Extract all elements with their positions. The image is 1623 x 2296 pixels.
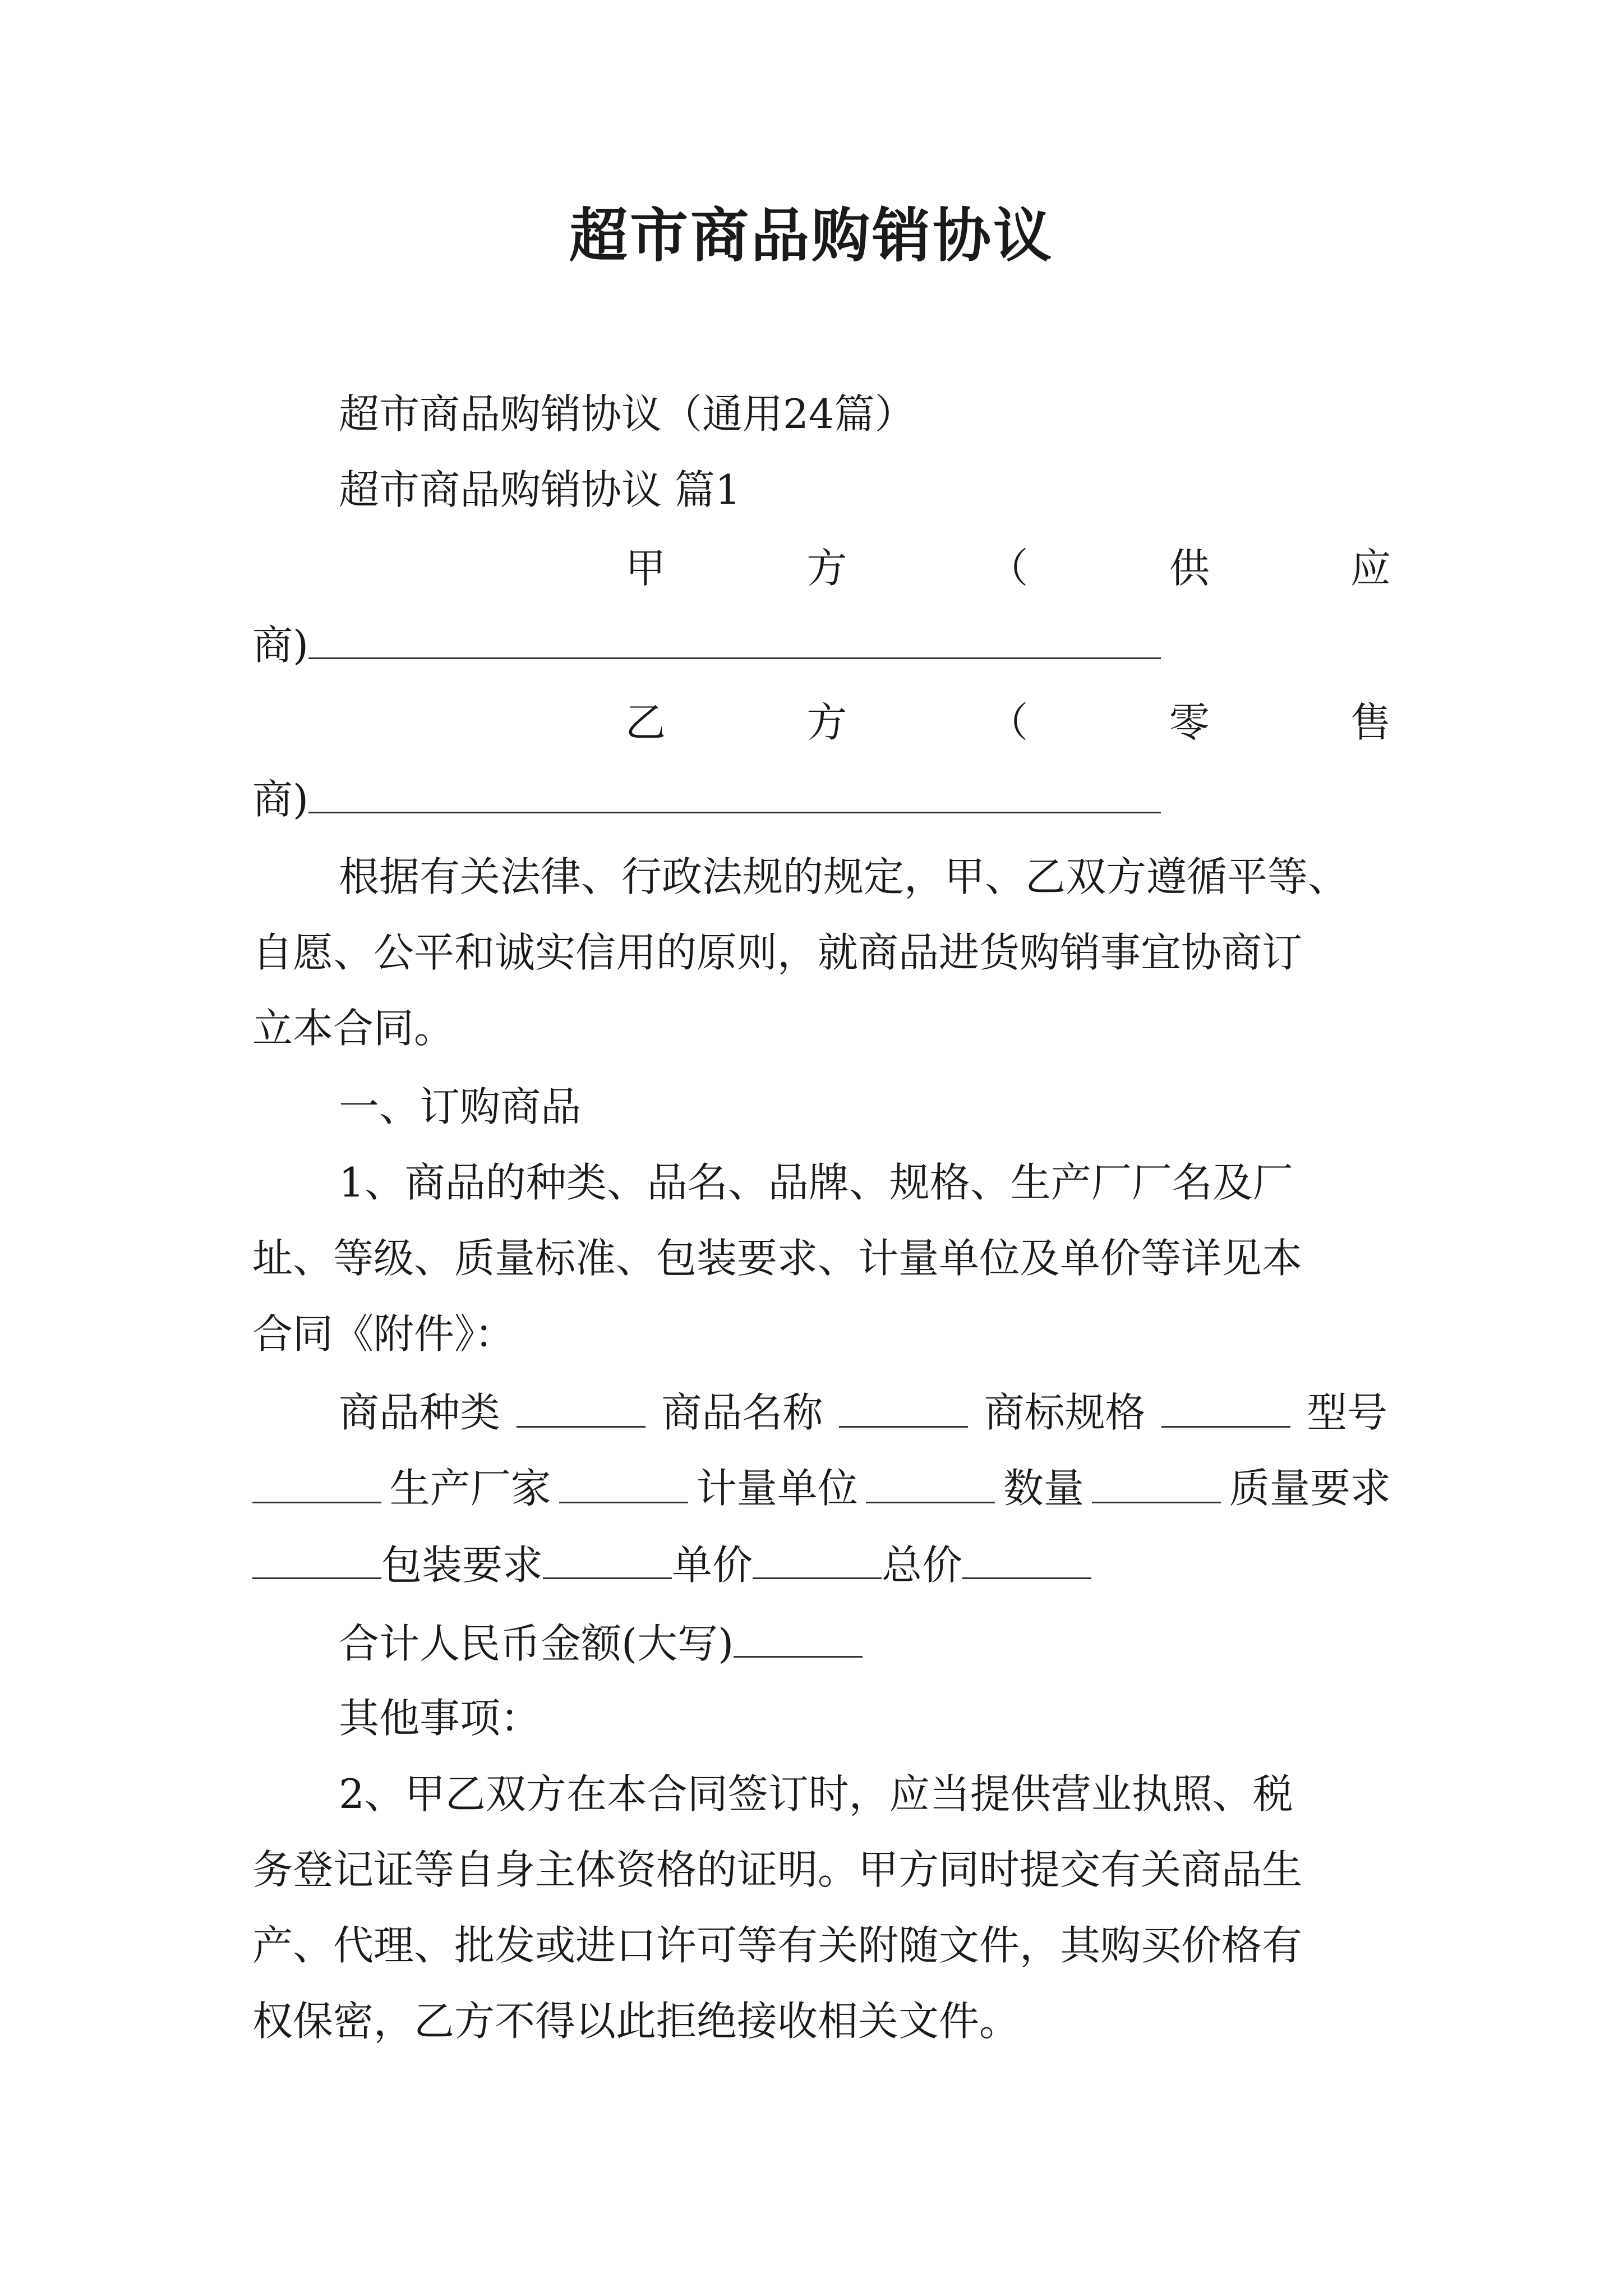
field-blank[interactable]: [1161, 1386, 1290, 1428]
fields-line-1: [339, 1386, 1387, 1439]
party-b-blank[interactable]: [308, 771, 1161, 813]
field-blank[interactable]: [559, 1461, 688, 1503]
section-title: 超市商品购销协议 篇1: [339, 466, 741, 513]
field-label: 商品种类: [339, 1389, 501, 1436]
party-a-blank[interactable]: [308, 617, 1161, 659]
party-a-line: [252, 617, 1391, 672]
field-label: 总价: [882, 1542, 963, 1589]
clause-2-line: 产、代理、批发或进口许可等有关附随文件，其购买价格有: [252, 1922, 1303, 1969]
field-label: 商品名称: [661, 1389, 823, 1436]
party-b-tail: 商): [252, 776, 309, 823]
intro-line: 自愿、公平和诚实信用的原则，就商品进货购销事宜协商订: [252, 929, 1303, 976]
party-a-char: 方: [806, 545, 847, 592]
field-label: 商标规格: [984, 1389, 1146, 1436]
clause-2-line: 2、甲乙双方在本合同签订时，应当提供营业执照、税: [339, 1770, 1293, 1818]
total-amount-line: [339, 1616, 1391, 1671]
field-blank[interactable]: [252, 1461, 381, 1503]
field-blank[interactable]: [962, 1537, 1091, 1579]
subtitle: 超市商品购销协议（通用24篇）: [339, 390, 915, 438]
field-label: 生产厂家: [389, 1465, 551, 1512]
fields-line-2: [252, 1461, 1391, 1515]
total-amount-blank[interactable]: [734, 1616, 863, 1658]
heading-order-goods: 一、订购商品: [339, 1083, 582, 1130]
field-label: 单价: [672, 1542, 753, 1589]
party-a-char: 甲: [625, 545, 666, 592]
field-blank[interactable]: [839, 1386, 968, 1428]
party-a-row: [625, 541, 1391, 595]
field-blank[interactable]: [252, 1537, 381, 1579]
field-blank[interactable]: [866, 1461, 995, 1503]
party-b-row: [625, 696, 1391, 749]
field-label: 包装要求: [381, 1542, 543, 1589]
field-blank[interactable]: [517, 1386, 645, 1428]
field-blank[interactable]: [753, 1537, 882, 1579]
field-blank[interactable]: [1092, 1461, 1221, 1503]
clause-1-line: 1、商品的种类、品名、品牌、规格、生产厂厂名及厂: [339, 1159, 1293, 1206]
party-a-char: 应: [1350, 545, 1391, 592]
party-a-char: （: [988, 545, 1029, 592]
total-amount-label: 合计人民币金额(大写): [339, 1620, 734, 1667]
field-blank[interactable]: [543, 1537, 672, 1579]
party-b-char: 零: [1169, 699, 1210, 746]
field-label: 型号: [1306, 1389, 1387, 1436]
clause-2-line: 务登记证等自身主体资格的证明。甲方同时提交有关商品生: [252, 1846, 1303, 1893]
party-a-char: 供: [1169, 545, 1210, 592]
party-b-char: 售: [1350, 699, 1391, 746]
field-label: 质量要求: [1229, 1465, 1391, 1512]
other-items-label: 其他事项：: [339, 1695, 541, 1742]
field-label: 数量: [1003, 1465, 1084, 1512]
party-b-char: 乙: [625, 699, 666, 746]
intro-line: 根据有关法律、行政法规的规定，甲、乙双方遵循平等、: [339, 853, 1349, 900]
intro-line: 立本合同。: [252, 1005, 455, 1052]
clause-1-line: 址、等级、质量标准、包装要求、计量单位及单价等详见本: [252, 1235, 1303, 1282]
party-b-line: [252, 771, 1391, 826]
party-b-char: （: [988, 699, 1029, 746]
party-b-char: 方: [806, 699, 847, 746]
field-label: 计量单位: [696, 1465, 858, 1512]
clause-1-line: 合同《附件》：: [252, 1310, 515, 1358]
document-title: 超市商品购销协议: [569, 201, 1054, 270]
clause-2-line: 权保密，乙方不得以此拒绝接收相关文件。: [252, 1998, 1020, 2045]
party-a-tail: 商): [252, 622, 309, 669]
fields-line-3: [252, 1537, 1391, 1592]
